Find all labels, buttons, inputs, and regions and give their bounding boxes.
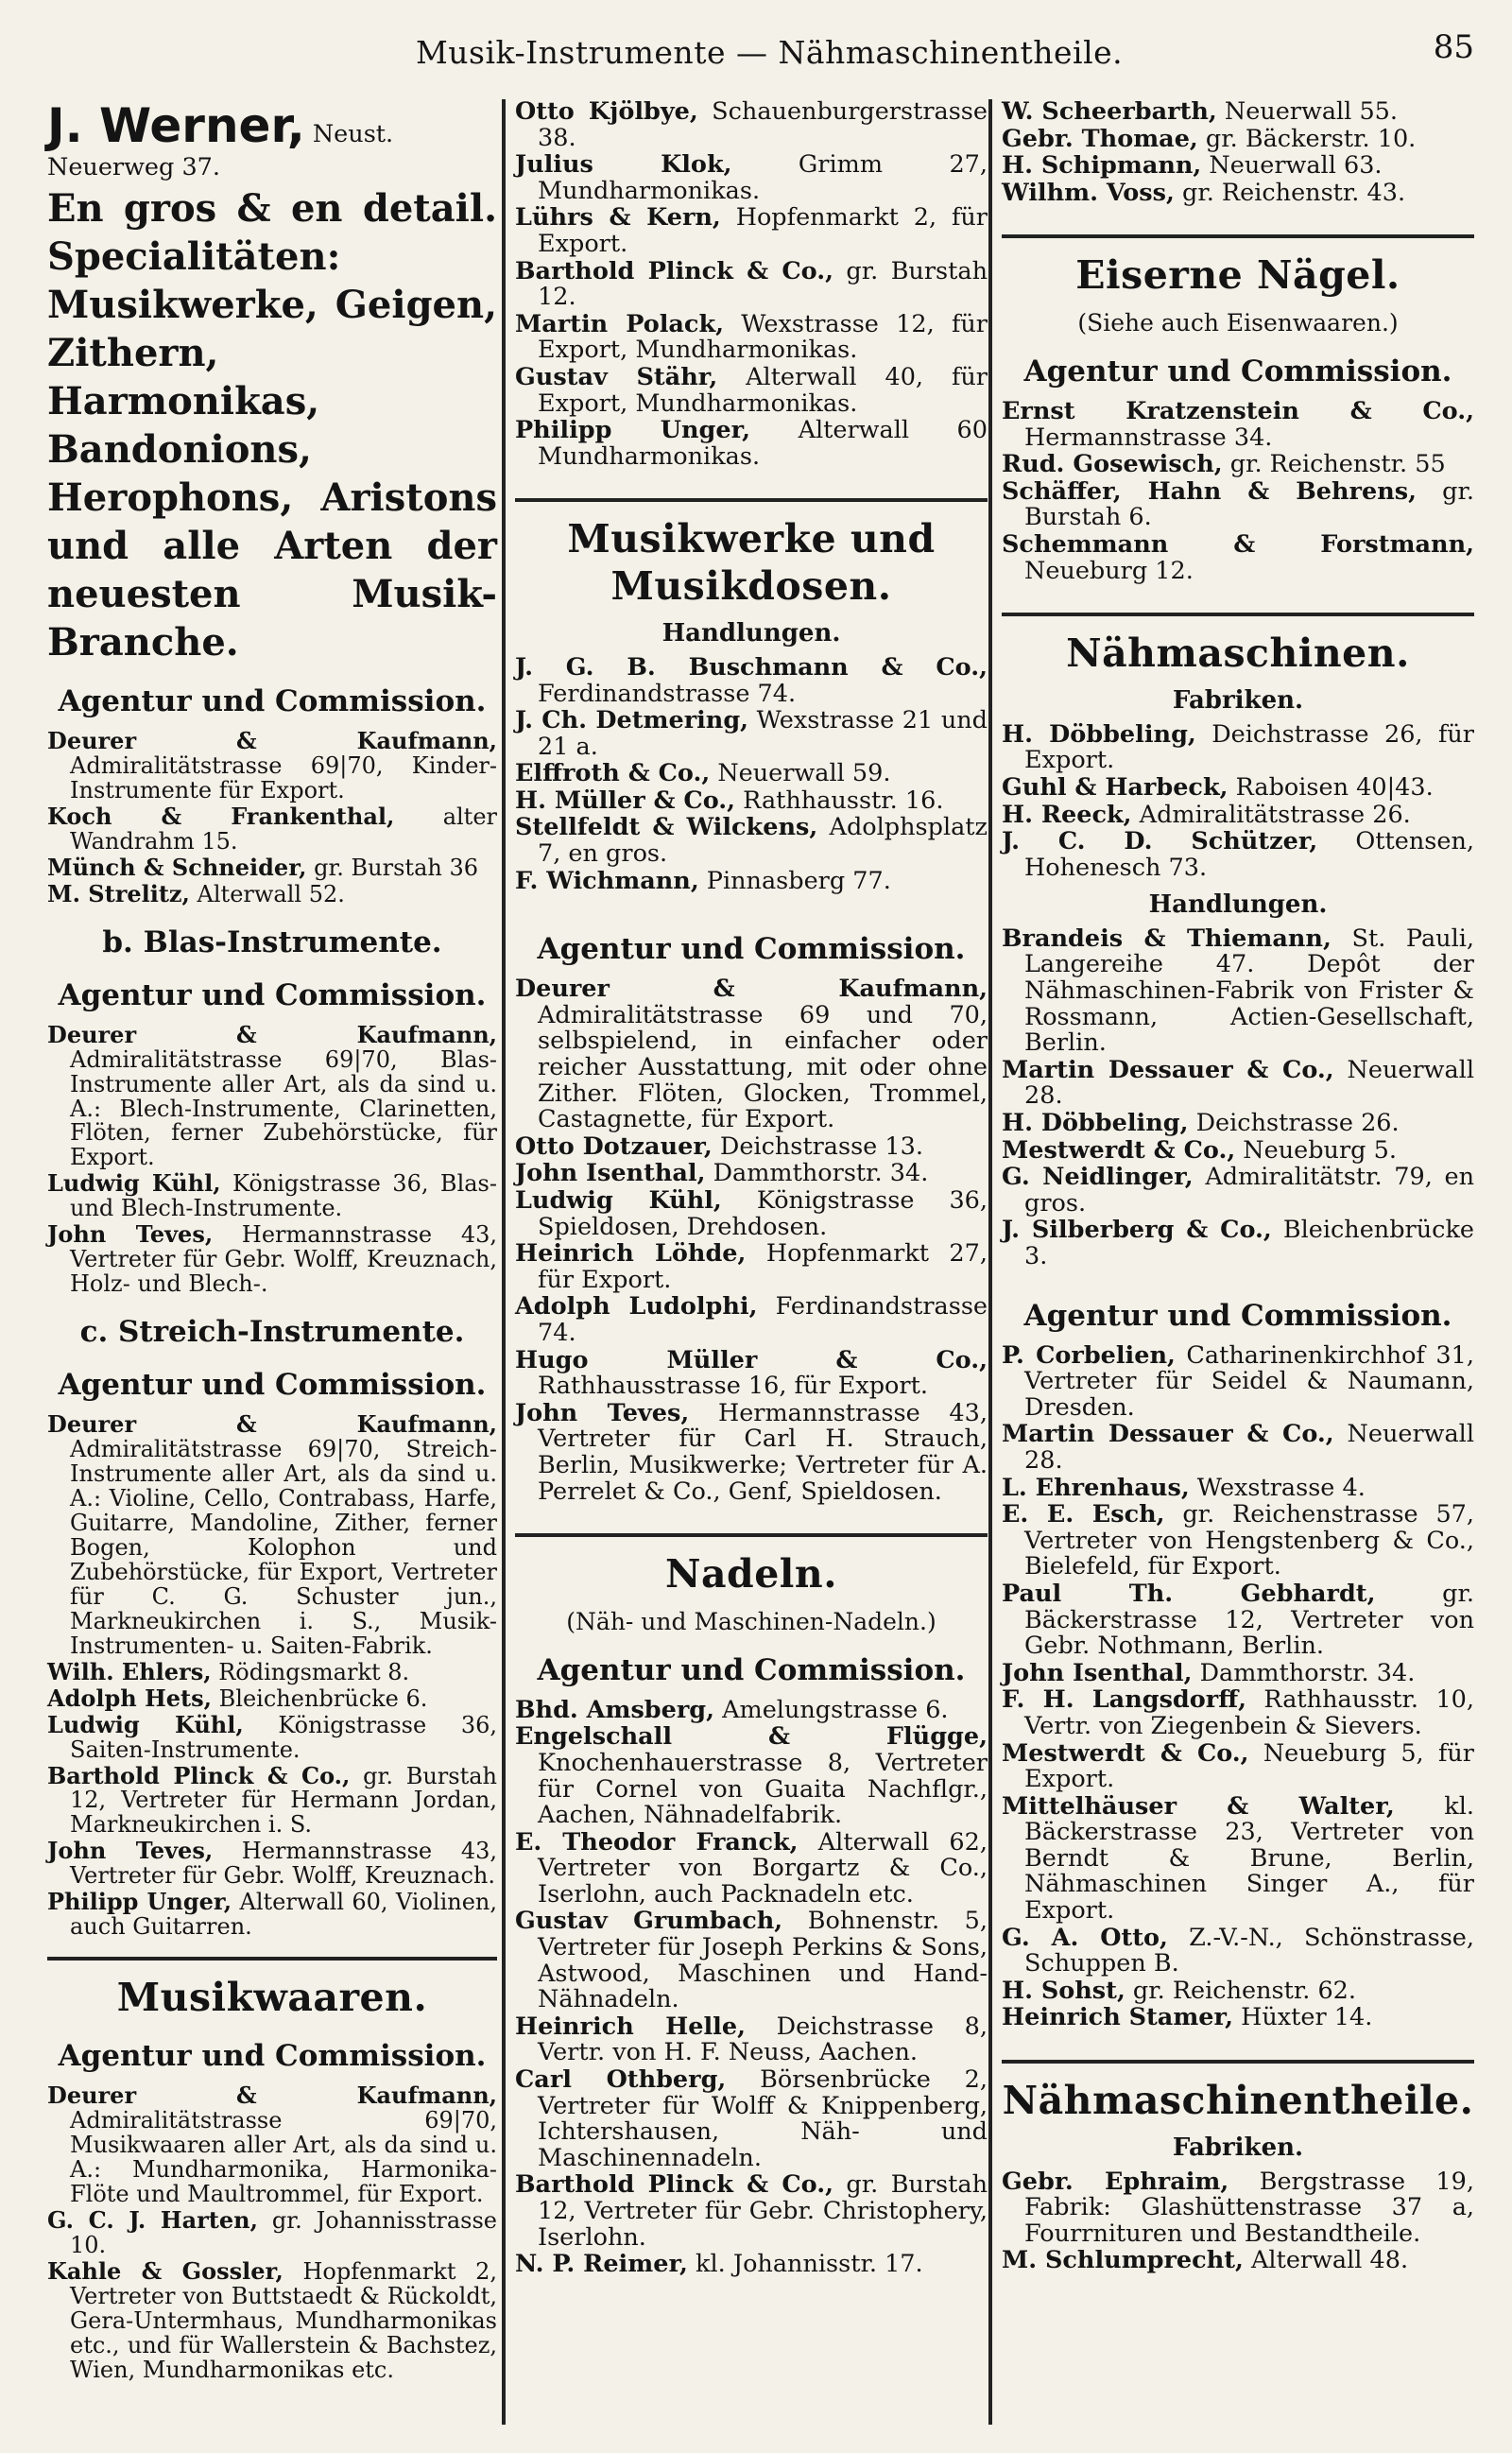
- directory-entry: [515, 761, 988, 787]
- entry-details: Hüxter 14.: [1233, 2003, 1373, 2032]
- directory-entry: [1002, 829, 1474, 881]
- entry-details: Hermannstrasse 43, Vertreter für Carl H. Strauch, Berlin, Musikwerke; Vertreter für A. Perrelet & Co., Genf, Spieldosen.: [538, 1398, 988, 1506]
- directory-section: [47, 1974, 497, 2382]
- directory-entry: [1002, 1218, 1474, 1270]
- directory-section: [47, 683, 497, 907]
- column-divider: [502, 99, 506, 2425]
- section-heading: Handlungen.: [1148, 890, 1328, 920]
- entry-company-name: Heinrich Stamer,: [1002, 2003, 1233, 2032]
- section-heading: Agentur und Commission.: [58, 684, 487, 718]
- section-subtitle: (Siehe auch Eisenwaaren.): [1077, 309, 1399, 337]
- entry-details: Admiralitätstrasse 69 und 70, selbspielend, in einfacher oder reicher Ausstattung, mit oder ohne Zither. Flöten, Glocken, Trommel, Castagnette, für Export.: [538, 1000, 988, 1134]
- entry-company-name: Deurer & Kaufmann,: [47, 1020, 497, 1048]
- entry-company-name: Schäffer, Hahn & Behrens,: [1002, 476, 1417, 506]
- section-title: Musikwerke und Musikdosen.: [567, 516, 936, 610]
- entry-company-name: Ludwig Kühl,: [47, 1710, 244, 1738]
- entry-details: Schauenburgerstrasse 38.: [538, 97, 988, 152]
- column-3: [1002, 99, 1474, 2275]
- directory-entry: [47, 2083, 497, 2207]
- entry-details: kl. Bäckerstrasse 23, Vertreter von Berndt & Brune, Berlin, Nähmaschinen Singer A., für Export.: [1024, 1791, 1474, 1926]
- directory-section: [1002, 1298, 1474, 2031]
- entry-company-name: John Teves,: [47, 1220, 214, 1249]
- directory-entry: [1002, 1502, 1474, 1581]
- entry-details: Bergstrasse 19, Fabrik: Glashüttenstrasse 37 a, Fourrnituren und Bestandtheile.: [1024, 2167, 1474, 2248]
- entry-company-name: Gebr. Thomae,: [1002, 124, 1198, 153]
- entry-company-name: W. Scheerbarth,: [1002, 97, 1217, 126]
- entry-company-name: E. Theodor Franck,: [515, 1827, 799, 1857]
- entry-details: Z.-V.-N., Schönstrasse, Schuppen B.: [1024, 1923, 1474, 1978]
- entry-company-name: Philipp Unger,: [515, 416, 751, 445]
- entry-company-name: Barthold Plinck & Co.,: [47, 1761, 351, 1789]
- section-heading: Agentur und Commission.: [58, 2039, 487, 2074]
- entry-details: Neuerwall 28.: [1024, 1420, 1474, 1475]
- entry-details: gr. Reichenstr. 43.: [1174, 178, 1406, 207]
- directory-entry: [515, 1161, 988, 1187]
- entry-details: gr. Reichenstr. 62.: [1125, 1976, 1357, 2005]
- directory-entry: [47, 879, 497, 907]
- directory-entry: [515, 1398, 988, 1506]
- directory-entry: [1002, 772, 1474, 802]
- directory-entry: [515, 205, 988, 257]
- entry-company-name: F. H. Langsdorff,: [1002, 1685, 1247, 1715]
- entry-company-name: Mestwerdt & Co.,: [1002, 1135, 1236, 1165]
- entry-details: kl. Johannisstr. 17.: [687, 2250, 923, 2279]
- entry-details: Deichstrasse 26.: [1188, 1109, 1400, 1138]
- entry-company-name: Rud. Gosewisch,: [1002, 450, 1223, 479]
- entry-company-name: Martin Dessauer & Co.,: [1002, 1420, 1334, 1449]
- entry-details: Admiralitätstrasse 69|70, Kinder-Instrumente für Export.: [70, 751, 497, 803]
- directory-entry: [1002, 1422, 1474, 1474]
- directory-entry: [1002, 529, 1474, 585]
- directory-entry: [515, 256, 988, 312]
- directory-entry: [1002, 1055, 1474, 1111]
- directory-entry: [1002, 1135, 1474, 1165]
- entry-company-name: Carl Othberg,: [515, 2065, 727, 2095]
- directory-entry: [1002, 1581, 1474, 1660]
- directory-section: [515, 515, 988, 894]
- directory-entry: [1002, 1165, 1474, 1217]
- directory-entry: [1002, 1978, 1474, 2005]
- entry-company-name: Martin Polack,: [515, 309, 725, 338]
- entry-details: gr. Burstah 12.: [538, 256, 988, 312]
- entry-details: gr. Reichenstr. 55: [1222, 450, 1446, 479]
- directory-section: [1002, 2077, 1474, 2274]
- entry-details: Hermannstrasse 34.: [1024, 423, 1273, 452]
- directory-entry: [47, 729, 497, 803]
- directory-entry: [515, 2067, 988, 2171]
- directory-entry: [515, 309, 988, 365]
- entry-details: Königstrasse 36, Saiten-Instrumente.: [70, 1711, 497, 1763]
- directory-entry: [515, 99, 988, 151]
- directory-entry: [1002, 1791, 1474, 1926]
- directory-entry: [515, 866, 988, 895]
- directory-entry: [1002, 800, 1474, 829]
- entry-details: Neuerwall 28.: [1024, 1055, 1474, 1111]
- directory-entry: [515, 362, 988, 418]
- directory-entry: [515, 1724, 988, 1828]
- directory-entry: [47, 1761, 497, 1839]
- directory-section: [1002, 892, 1474, 1270]
- entry-company-name: L. Ehrenhaus,: [1002, 1473, 1190, 1502]
- entry-details: Königstrasse 36, Spieldosen, Drehdosen.: [538, 1186, 988, 1241]
- directory-entry: [47, 1412, 497, 1659]
- section-heading: Handlungen.: [662, 619, 841, 648]
- entry-company-name: Gebr. Ephraim,: [1002, 2167, 1229, 2196]
- entry-company-name: M. Strelitz,: [47, 879, 190, 907]
- directory-entry: [515, 1695, 988, 1724]
- entry-details: Bleichenbrücke 3.: [1024, 1216, 1474, 1270]
- section-heading: Agentur und Commission.: [58, 1368, 487, 1403]
- entry-company-name: Barthold Plinck & Co.,: [515, 256, 833, 285]
- section-heading: Agentur und Commission.: [1023, 354, 1452, 389]
- entry-details: Alterwall 40, für Export, Mundharmonikas.: [538, 362, 988, 418]
- entry-details: Neueburg 12.: [1024, 556, 1194, 585]
- entry-details: Amelungstrasse 6.: [714, 1695, 949, 1724]
- directory-entry: [515, 1241, 988, 1293]
- entry-details: Alterwall 48.: [1243, 2246, 1409, 2275]
- directory-entry: [515, 708, 988, 760]
- directory-entry: [47, 804, 497, 855]
- directory-section: [1002, 99, 1474, 206]
- section-title: b. Blas-Instrumente.: [102, 924, 442, 959]
- entry-company-name: E. E. Esch,: [1002, 1500, 1165, 1529]
- entry-company-name: Adolph Hets,: [47, 1684, 213, 1712]
- entry-details: Raboisen 40|43.: [1228, 772, 1434, 802]
- entry-company-name: Philipp Unger,: [47, 1888, 232, 1916]
- directory-entry: [515, 2172, 988, 2251]
- entry-details: Wexstrasse 4.: [1189, 1473, 1366, 1502]
- entry-company-name: H. Reeck,: [1002, 800, 1132, 829]
- entry-details: Börsenbrücke 2, Vertreter für Wolff & Knippenberg, Ichtershausen, Näh- und Maschinennadeln.: [538, 2065, 988, 2172]
- directory-entry: [1002, 153, 1474, 180]
- entry-details: gr. Burstah 6.: [1024, 476, 1474, 532]
- section-title: c. Streich-Instrumente.: [79, 1315, 465, 1350]
- directory-entry: [1002, 1658, 1474, 1687]
- advertiser-address: Neust. Neuerweg 37.: [47, 120, 394, 181]
- directory-entry: [515, 1294, 988, 1346]
- section-rule: [1002, 613, 1474, 616]
- directory-entry: [1002, 1340, 1474, 1422]
- section-rule: [515, 498, 988, 502]
- entry-details: St. Pauli, Langereihe 47. Depôt der Nähmaschinen-Fabrik von Frister & Rossmann, Actien-Gesellschaft, Berlin.: [1024, 924, 1474, 1058]
- entry-details: gr. Burstah 12, Vertreter für Gebr. Christophery, Iserlohn.: [538, 2170, 988, 2252]
- entry-details: Admiralitätstrasse 69|70, Streich-Instrumente aller Art, als da sind u. A.: Violine, Cello, Contrabass, Harfe, Guitarre, Mandoline, Zither, ferner Bogen, Kolophon und Zubehörstücke, für Export, Vertreter für C. G. Schuster jun., Markneukirchen i. S., Musik-Instrumenten- u. Saiten-Fabrik.: [70, 1436, 497, 1659]
- entry-details: Bleichenbrücke 6.: [212, 1684, 428, 1712]
- directory-entry: [1002, 178, 1474, 207]
- entry-details: gr. Bäckerstrasse 12, Vertreter von Gebr. Nothmann, Berlin.: [1024, 1579, 1474, 1661]
- entry-details: Admiralitätstrasse 69|70, Musikwaaren aller Art, als da sind u. A.: Mundharmonika, Harmonika-Flöte und Maultrommel, für Export.: [70, 2107, 497, 2207]
- directory-entry: [515, 976, 988, 1133]
- entry-details: Neuerwall 59.: [710, 759, 891, 788]
- entry-details: Rathhausstr. 10, Vertr. von Ziegenbein & Sievers.: [1024, 1685, 1475, 1740]
- directory-entry: [47, 1171, 497, 1221]
- section-heading: Agentur und Commission.: [1023, 1298, 1452, 1333]
- entry-details: alter Wandrahm 15.: [70, 803, 497, 855]
- entry-company-name: H. Sohst,: [1002, 1976, 1125, 2005]
- entry-details: Bohnenstr. 5, Vertreter für Joseph Perkins & Sons, Astwood, Maschinen und Hand-Nähnadeln.: [538, 1907, 988, 2014]
- directory-section: [515, 1550, 988, 2278]
- directory-entry: [1002, 719, 1474, 775]
- entry-details: Rathhausstrasse 16, für Export.: [538, 1372, 928, 1401]
- entry-company-name: J. Silberberg & Co.,: [1002, 1216, 1272, 1245]
- entry-company-name: Mittelhäuser & Walter,: [1002, 1791, 1395, 1821]
- directory-entry: [1002, 124, 1474, 153]
- directory-section: [1002, 630, 1474, 881]
- section-title: Nadeln.: [665, 1551, 837, 1598]
- entry-company-name: Adolph Ludolphi,: [515, 1292, 758, 1322]
- section-heading: Fabriken.: [1172, 2133, 1304, 2163]
- entry-company-name: Guhl & Harbeck,: [1002, 772, 1228, 802]
- directory-entry: [1002, 476, 1474, 532]
- entry-company-name: Martin Dessauer & Co.,: [1002, 1055, 1334, 1084]
- entry-details: Pinnasberg 77.: [698, 866, 891, 895]
- entry-details: Dammthorstr. 34.: [1192, 1658, 1416, 1687]
- directory-entry: [47, 855, 497, 881]
- entry-company-name: John Isenthal,: [1002, 1658, 1193, 1687]
- entry-company-name: Wilh. Ehlers,: [47, 1657, 212, 1685]
- entry-company-name: Ludwig Kühl,: [47, 1169, 221, 1198]
- entry-company-name: Lührs & Kern,: [515, 203, 721, 233]
- entry-company-name: Deurer & Kaufmann,: [47, 1410, 497, 1439]
- entry-company-name: G. Neidlinger,: [1002, 1163, 1194, 1192]
- column-2: [515, 99, 988, 2279]
- directory-entry: [47, 1839, 497, 1889]
- directory-entry: [1002, 452, 1474, 478]
- page-number: 85: [1433, 28, 1474, 66]
- advertisement-text: En gros & en detail. Specialitäten: Musikwerke, Geigen, Zithern, Harmonikas, Bandonions, Herophons, Aristons und alle Arten der neuesten Musik-Branche.: [47, 186, 497, 665]
- directory-entry: [1002, 1923, 1474, 1978]
- entry-details: Rödingsmarkt 8.: [211, 1658, 410, 1685]
- section-title: Nähmaschinen.: [1066, 631, 1410, 677]
- entry-details: Hopfenmarkt 2, Vertreter von Buttstaedt & Rückoldt, Gera-Untermhaus, Mundharmonikas etc., und für Wallerstein & Bachstez, Wien, Mundharmonikas etc.: [70, 2257, 497, 2383]
- directory-entry: [515, 1345, 988, 1401]
- section-title: Eiserne Nägel.: [1075, 252, 1400, 299]
- directory-entry: [515, 652, 988, 708]
- entry-company-name: H. Schipmann,: [1002, 151, 1202, 181]
- entry-company-name: Deurer & Kaufmann,: [47, 2082, 497, 2110]
- section-heading: Agentur und Commission.: [58, 977, 487, 1012]
- column-divider: [988, 99, 992, 2425]
- directory-section: [515, 931, 988, 1505]
- entry-company-name: Julius Klok,: [515, 150, 732, 180]
- entry-details: Catharinenkirchhof 31, Vertreter für Seidel & Naumann, Dresden.: [1024, 1340, 1474, 1422]
- directory-entry: [515, 2252, 988, 2278]
- directory-entry: [1002, 1473, 1474, 1502]
- directory-entry: [515, 152, 988, 204]
- section-heading: Agentur und Commission.: [537, 1652, 966, 1687]
- section-subtitle: (Näh- und Maschinen-Nadeln.): [566, 1608, 936, 1636]
- entry-details: Ferdinandstrasse 74.: [538, 679, 797, 708]
- entry-details: gr. Johannisstrasse 10.: [70, 2206, 498, 2258]
- entry-company-name: Münch & Schneider,: [47, 853, 307, 881]
- entry-details: Alterwall 60 Mundharmonikas.: [538, 416, 988, 471]
- directory-entry: [1002, 1738, 1474, 1794]
- directory-entry: [515, 1131, 988, 1161]
- entry-company-name: Bhd. Amsberg,: [515, 1695, 714, 1724]
- entry-details: Ottensen, Hohenesch 73.: [1024, 827, 1474, 882]
- entry-company-name: Mestwerdt & Co.,: [1002, 1738, 1249, 1768]
- entry-details: Neuerwall 55.: [1216, 97, 1398, 126]
- directory-section: [47, 924, 497, 1297]
- entry-company-name: Gustav Stähr,: [515, 362, 718, 391]
- entry-company-name: Ernst Kratzenstein & Co.,: [1002, 396, 1474, 425]
- entry-details: Adolphsplatz 7, en gros.: [538, 813, 988, 869]
- entry-details: Grimm 27, Mundharmonikas.: [538, 150, 988, 205]
- entry-details: Admiralitätstrasse 69|70, Blas-Instrumente aller Art, als da sind u. A.: Blech-Instrumente, Clarinetten, Flöten, ferner Zubehörstücke, für Export.: [70, 1045, 497, 1171]
- entry-details: Deichstrasse 13.: [712, 1131, 923, 1161]
- directory-entry: [1002, 396, 1474, 452]
- entry-details: Knochenhauerstrasse 8, Vertreter für Cornel von Guaita Nachflgr., Aachen, Nähnadelfabrik.: [538, 1748, 988, 1830]
- section-rule: [1002, 2060, 1474, 2064]
- entry-company-name: Paul Th. Gebhardt,: [1002, 1579, 1376, 1608]
- entry-details: Wexstrasse 21 und 21 a.: [538, 706, 988, 761]
- entry-company-name: M. Schlumprecht,: [1002, 2246, 1244, 2275]
- directory-entry: [1002, 2005, 1474, 2031]
- directory-entry: [1002, 926, 1474, 1057]
- entry-details: Rathhausstr. 16.: [735, 786, 944, 815]
- directory-entry: [1002, 2169, 1474, 2248]
- entry-details: gr. Bäckerstr. 10.: [1197, 124, 1417, 153]
- directory-entry: [47, 1222, 497, 1297]
- entry-details: Hopfenmarkt 27, für Export.: [538, 1239, 988, 1294]
- directory-entry: [515, 815, 988, 867]
- entry-details: Hermannstrasse 43, Vertreter für Gebr. Wolff, Kreuznach, Holz- und Blech-.: [70, 1221, 497, 1298]
- entry-details: Königstrasse 36, Blas- und Blech-Instrumente.: [70, 1170, 497, 1222]
- section-heading: Fabriken.: [1172, 686, 1304, 716]
- directory-entry: [515, 788, 988, 815]
- section-rule: [1002, 234, 1474, 238]
- entry-company-name: H. Döbbeling,: [1002, 1109, 1189, 1138]
- section-rule: [47, 1957, 497, 1961]
- directory-entry: [515, 1909, 988, 2012]
- entry-company-name: Heinrich Helle,: [515, 2012, 746, 2041]
- directory-section: [515, 99, 988, 470]
- page-header: [47, 28, 1474, 76]
- directory-section: [47, 1314, 497, 1940]
- entry-details: Admiralitätstr. 79, en gros.: [1024, 1163, 1474, 1218]
- entry-company-name: Koch & Frankenthal,: [47, 802, 395, 830]
- section-title: Musikwaaren.: [116, 1975, 428, 2021]
- entry-company-name: John Teves,: [515, 1398, 690, 1427]
- entry-company-name: Schemmann & Forstmann,: [1002, 529, 1474, 559]
- entry-details: Admiralitätstrasse 26.: [1131, 800, 1411, 829]
- entry-company-name: J. C. D. Schützer,: [1002, 827, 1318, 856]
- entry-details: Hopfenmarkt 2, für Export.: [538, 203, 988, 258]
- directory-entry: [47, 1686, 497, 1712]
- directory-entry: [47, 1890, 497, 1940]
- entry-company-name: Deurer & Kaufmann,: [47, 727, 497, 754]
- directory-entry: [47, 2205, 498, 2258]
- entry-company-name: J. Ch. Detmering,: [515, 706, 749, 735]
- entry-details: Deichstrasse 26, für Export.: [1024, 719, 1474, 775]
- entry-details: Alterwall 60, Violinen, auch Guitarren.: [70, 1889, 497, 1941]
- directory-entry: [47, 1710, 497, 1763]
- entry-company-name: Otto Dotzauer,: [515, 1131, 713, 1161]
- entry-company-name: Otto Kjölbye,: [515, 97, 698, 126]
- entry-details: Alterwall 62, Vertreter von Borgartz & Co., Iserlohn, auch Packnadeln etc.: [538, 1827, 988, 1909]
- directory-section: [1002, 251, 1474, 584]
- entry-details: gr. Burstah 36: [306, 854, 478, 881]
- entry-company-name: Gustav Grumbach,: [515, 1907, 783, 1936]
- entry-company-name: Stellfeldt & Wilckens,: [515, 813, 818, 842]
- entry-details: Neuerwall 63.: [1201, 151, 1383, 181]
- entry-company-name: John Teves,: [47, 1837, 214, 1865]
- entry-company-name: Kahle & Gossler,: [47, 2256, 284, 2285]
- directory-entry: [515, 418, 988, 470]
- section-rule: [515, 1533, 988, 1537]
- directory-entry: [47, 2256, 497, 2383]
- entry-company-name: Wilhm. Voss,: [1002, 178, 1175, 207]
- entry-details: Alterwall 52.: [189, 880, 345, 907]
- entry-company-name: Heinrich Löhde,: [515, 1239, 747, 1269]
- directory-entry: [515, 1188, 988, 1240]
- entry-details: Neueburg 5.: [1235, 1135, 1397, 1165]
- entry-company-name: G. A. Otto,: [1002, 1923, 1168, 1952]
- entry-details: Wexstrasse 12, für Export, Mundharmonikas.: [538, 309, 988, 365]
- directory-entry: [1002, 1111, 1474, 1137]
- entry-company-name: Engelschall & Flügge,: [515, 1722, 988, 1752]
- running-title: Musik-Instrumente — Nähmaschinentheile.: [416, 34, 1124, 71]
- section-title: Nähmaschinentheile.: [1002, 2078, 1474, 2124]
- entry-company-name: H. Döbbeling,: [1002, 719, 1196, 749]
- directory-entry: [1002, 2248, 1474, 2274]
- directory-entry: [1002, 1687, 1474, 1739]
- entry-company-name: F. Wichmann,: [515, 866, 699, 895]
- entry-company-name: Barthold Plinck & Co.,: [515, 2170, 833, 2200]
- entry-company-name: Deurer & Kaufmann,: [515, 975, 988, 1004]
- advertisement-werner: [47, 99, 497, 666]
- directory-entry: [515, 2014, 988, 2066]
- entry-company-name: Hugo Müller & Co.,: [515, 1345, 988, 1374]
- section-heading: Agentur und Commission.: [537, 932, 966, 967]
- entry-company-name: Elffroth & Co.,: [515, 759, 711, 788]
- entry-details: gr. Reichenstrasse 57, Vertreter von Hengstenberg & Co., Bielefeld, für Export.: [1024, 1500, 1475, 1581]
- entry-company-name: Brandeis & Thiemann,: [1002, 924, 1332, 953]
- entry-details: Hermannstrasse 43, Vertreter für Gebr. Wolff, Kreuznach.: [70, 1838, 497, 1890]
- entry-company-name: P. Corbelien,: [1002, 1340, 1176, 1370]
- entry-details: Neueburg 5, für Export.: [1024, 1738, 1474, 1794]
- entry-company-name: N. P. Reimer,: [515, 2250, 688, 2279]
- advertiser-name: J. Werner,: [47, 98, 305, 153]
- column-1: [47, 99, 497, 2384]
- entry-company-name: H. Müller & Co.,: [515, 786, 736, 815]
- directory-entry: [1002, 99, 1474, 126]
- entry-company-name: J. G. B. Buschmann & Co.,: [515, 652, 988, 682]
- entry-company-name: G. C. J. Harten,: [47, 2205, 258, 2234]
- entry-details: gr. Burstah 12, Vertreter für Hermann Jordan, Markneukirchen i. S.: [70, 1762, 497, 1839]
- entry-details: Deichstrasse 8, Vertr. von H. F. Neuss, Aachen.: [538, 2012, 988, 2067]
- entry-company-name: John Isenthal,: [515, 1159, 706, 1188]
- entry-company-name: Ludwig Kühl,: [515, 1186, 722, 1215]
- directory-entry: [47, 1657, 497, 1685]
- directory-entry: [47, 1020, 497, 1171]
- directory-entry: [515, 1827, 988, 1909]
- entry-details: Ferdinandstrasse 74.: [538, 1292, 988, 1347]
- entry-details: Dammthorstr. 34.: [705, 1159, 929, 1188]
